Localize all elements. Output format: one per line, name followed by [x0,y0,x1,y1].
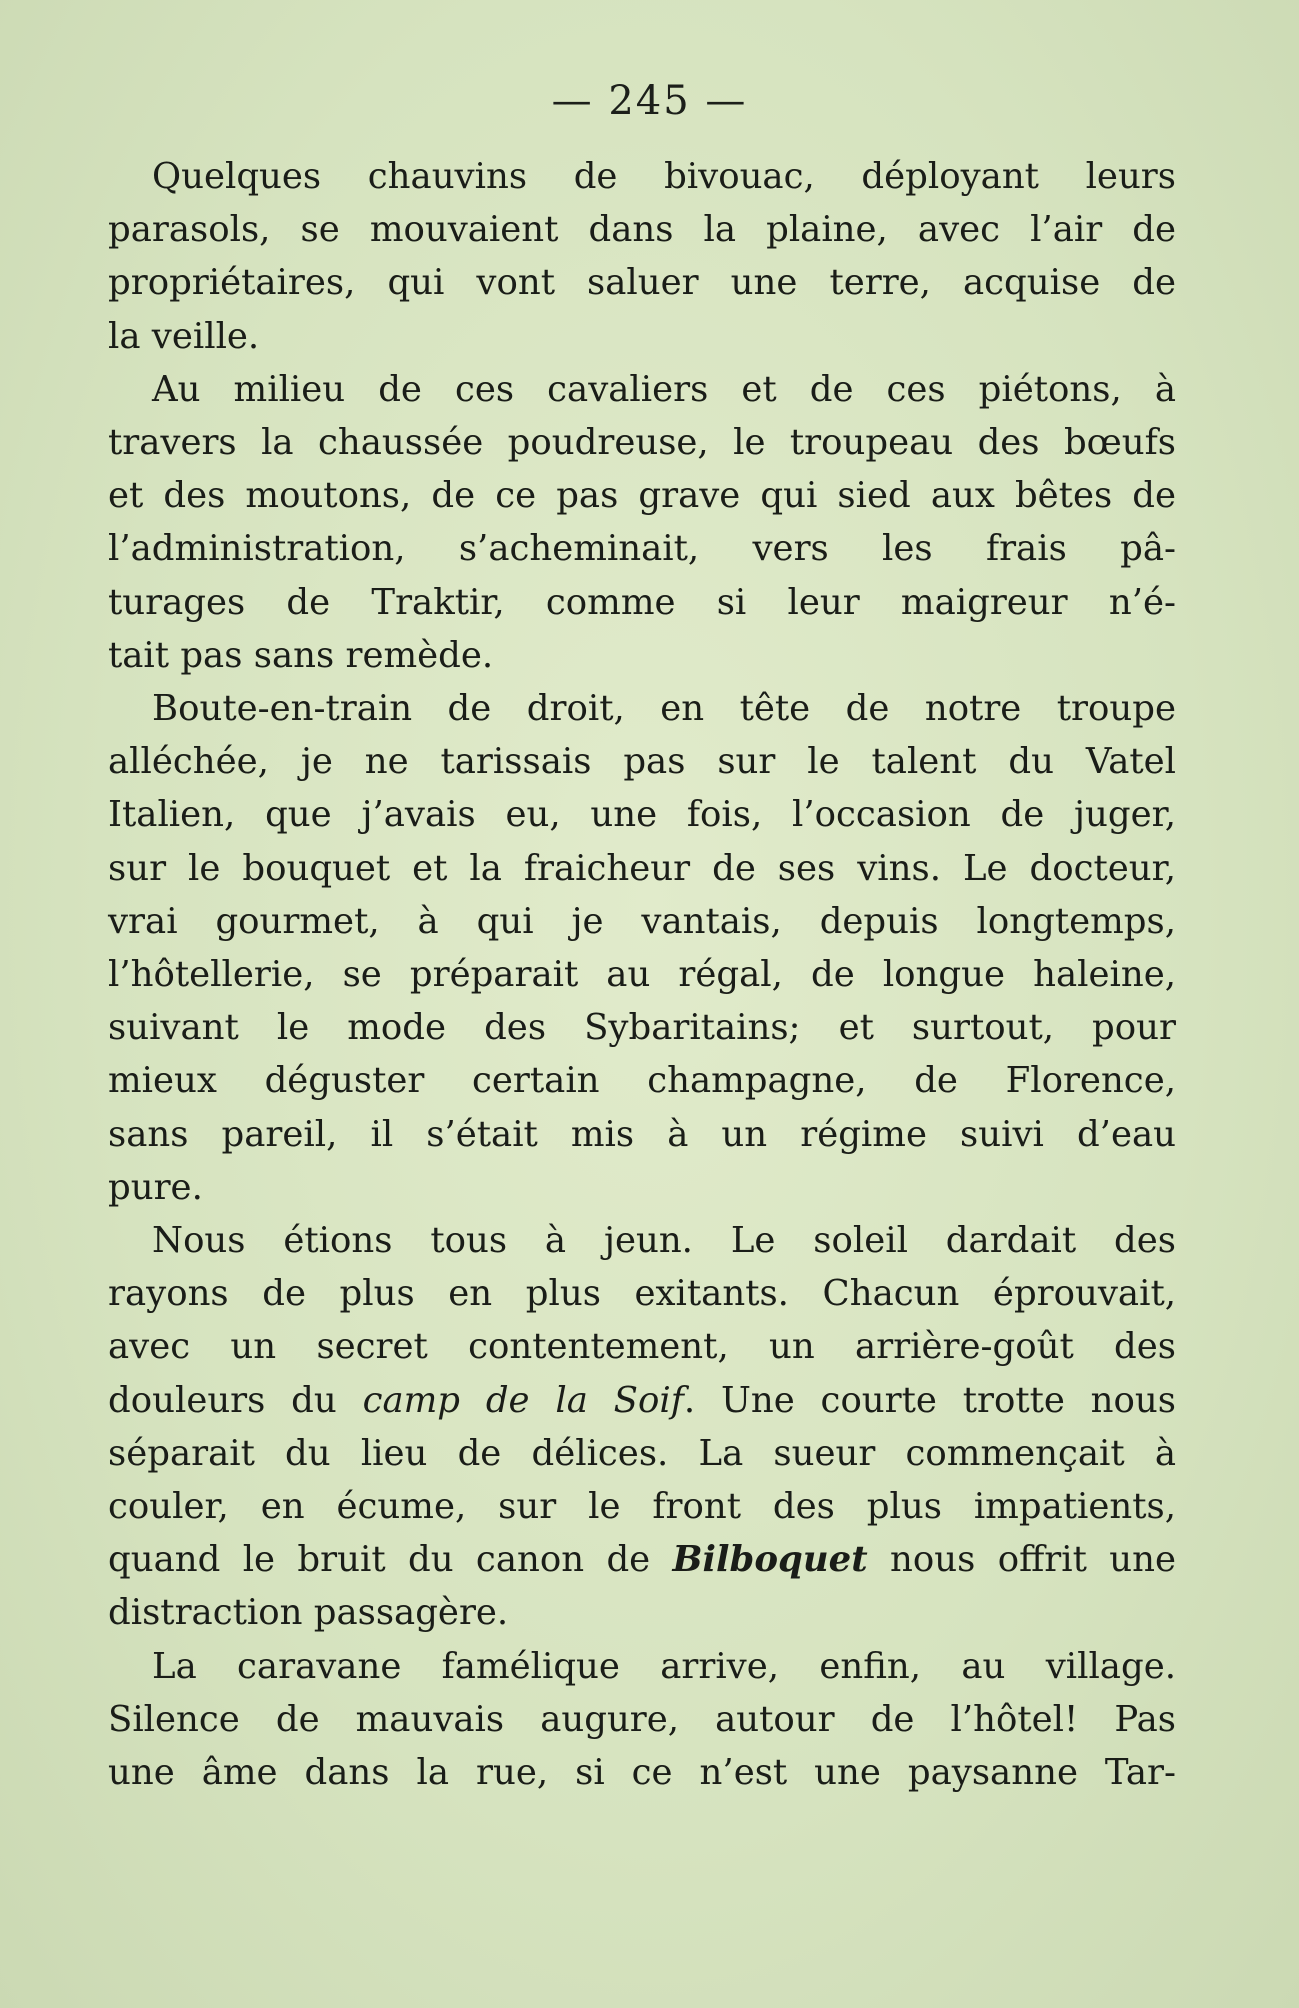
text-line: Italien, que j’avais eu, une fois, l’occasion de juger, [108,794,1176,836]
bold-italic-phrase: Bilboquet [672,1539,868,1581]
text-line: la veille. [108,315,260,357]
paragraph-3 [108,682,1176,1214]
text-line: pure. [108,1166,203,1208]
text-line: sans pareil, il s’était mis à un régime suivi d’eau [108,1113,1176,1155]
text-line: séparait du lieu de délices. La sueur commençait à [108,1432,1176,1474]
text-line: distraction passagère. [108,1592,509,1634]
text-line: l’hôtellerie, se préparait au régal, de longue haleine, [108,954,1176,996]
text-line: travers la chaussée poudreuse, le troupeau des bœufs [108,422,1176,464]
text-line: l’administration, s’acheminait, vers les frais pâ- [108,528,1176,570]
text-line: couler, en écume, sur le front des plus impatients, [108,1486,1176,1528]
paragraph-1 [108,150,1176,363]
body-text [108,150,1176,1799]
text-line: une âme dans la rue, si ce n’est une paysanne Tar- [108,1752,1176,1794]
text-line: Boute-en-train de droit, en tête de notre troupe [152,688,1176,730]
text-line: turages de Traktir, comme si leur maigreur n’é- [108,581,1176,623]
text-line: alléchée, je ne tarissais pas sur le talent du Vatel [108,741,1176,783]
text-line: Nous étions tous à jeun. Le soleil dardait des [152,1220,1176,1262]
text-line: suivant le mode des Sybaritains; et surtout, pour [108,1007,1176,1049]
text-line [108,1374,1176,1427]
text-run: douleurs du [108,1379,363,1421]
text-run: nous offrit une [867,1539,1176,1581]
text-line: propriétaires, qui vont saluer une terre, acquise de [108,262,1176,304]
paragraph-2 [108,363,1176,682]
text-line: et des moutons, de ce pas grave qui sied aux bêtes de [108,475,1176,517]
text-line: parasols, se mouvaient dans la plaine, avec l’air de [108,209,1176,251]
paragraph-5 [108,1640,1176,1800]
text-line: La caravane famélique arrive, enfin, au village. [152,1645,1176,1687]
text-line [108,1533,1176,1586]
text-line: Silence de mauvais augure, autour de l’hôtel! Pas [108,1698,1176,1740]
italic-phrase: camp de la Soif [362,1379,684,1421]
text-line: Quelques chauvins de bivouac, déployant leurs [152,156,1176,197]
page-number: — 245 — [551,78,748,124]
text-run: . Une courte trotte nous [683,1379,1176,1421]
text-line: mieux déguster certain champagne, de Florence, [108,1060,1176,1102]
text-line: tait pas sans remède. [108,634,494,676]
text-line: Au milieu de ces cavaliers et de ces piétons, à [152,368,1176,410]
text-line: rayons de plus en plus exitants. Chacun éprouvait, [108,1273,1176,1315]
text-line: avec un secret contentement, un arrière-goût des [108,1326,1176,1368]
text-run: quand le bruit du canon de [108,1539,673,1581]
paragraph-4 [108,1214,1176,1640]
text-line: vrai gourmet, à qui je vantais, depuis longtemps, [108,900,1176,942]
text-line: sur le bouquet et la fraicheur de ses vins. Le docteur, [108,847,1176,889]
